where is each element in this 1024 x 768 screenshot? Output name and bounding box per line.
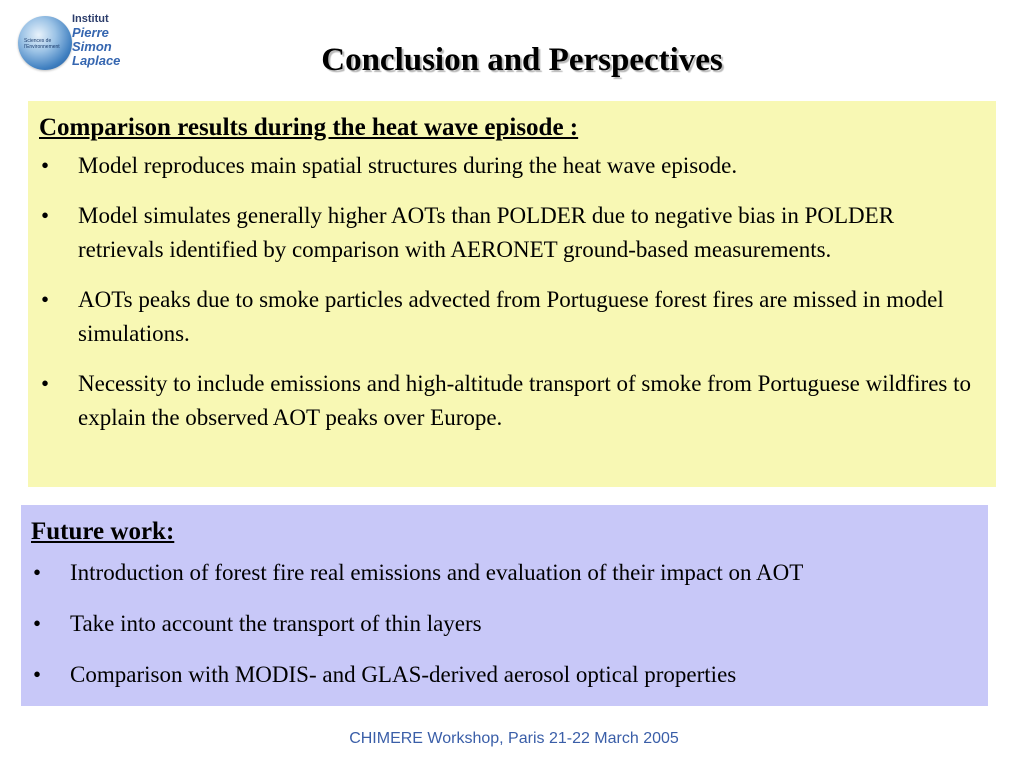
list-item-text: AOTs peaks due to smoke particles advected from Portuguese forest fires are missed in model simulations. (78, 287, 944, 346)
comparison-results-box (28, 101, 996, 487)
list-item (31, 607, 978, 641)
bullet-icon: • (41, 153, 50, 178)
bullet-icon: • (41, 203, 50, 228)
bullet-icon: • (33, 560, 42, 585)
bullet-icon: • (41, 371, 50, 396)
list-item-text: Model reproduces main spatial structures during the heat wave episode. (78, 153, 738, 178)
list-item-text: Comparison with MODIS- and GLAS-derived aerosol optical properties (70, 662, 737, 687)
slide-footer: CHIMERE Workshop, Paris 21-22 March 2005 (349, 730, 679, 747)
comparison-heading: Comparison results during the heat wave episode : (39, 114, 579, 141)
bullet-icon: • (33, 611, 42, 636)
logo-line-1: Institut (72, 13, 109, 25)
list-item (39, 367, 984, 435)
list-item-text: Take into account the transport of thin layers (70, 611, 482, 636)
list-item (39, 149, 984, 183)
logo-line-4: Laplace (72, 53, 121, 68)
logo-line-3: Simon (72, 39, 112, 54)
logo-globe-text: Sciences de l'Environnement (24, 38, 60, 50)
future-list (31, 556, 978, 692)
list-item (39, 283, 984, 351)
slide-title: Conclusion and Perspectives (321, 42, 723, 78)
future-work-box (21, 505, 988, 706)
list-item (31, 556, 978, 590)
list-item-text: Necessity to include emissions and high-altitude transport of smoke from Portuguese wildfires to explain the observed AOT peaks over Europe. (78, 371, 972, 430)
list-item (39, 199, 984, 267)
list-item-text: Model simulates generally higher AOTs than POLDER due to negative bias in POLDER retrievals identified by comparison with AERONET ground-based measurements. (78, 203, 895, 262)
list-item (31, 658, 978, 692)
logo-line-2: Pierre (72, 25, 109, 40)
future-heading: Future work: (31, 518, 175, 545)
bullet-icon: • (41, 287, 50, 312)
comparison-list (39, 149, 984, 435)
bullet-icon: • (33, 662, 42, 687)
list-item-text: Introduction of forest fire real emissions and evaluation of their impact on AOT (70, 560, 804, 585)
